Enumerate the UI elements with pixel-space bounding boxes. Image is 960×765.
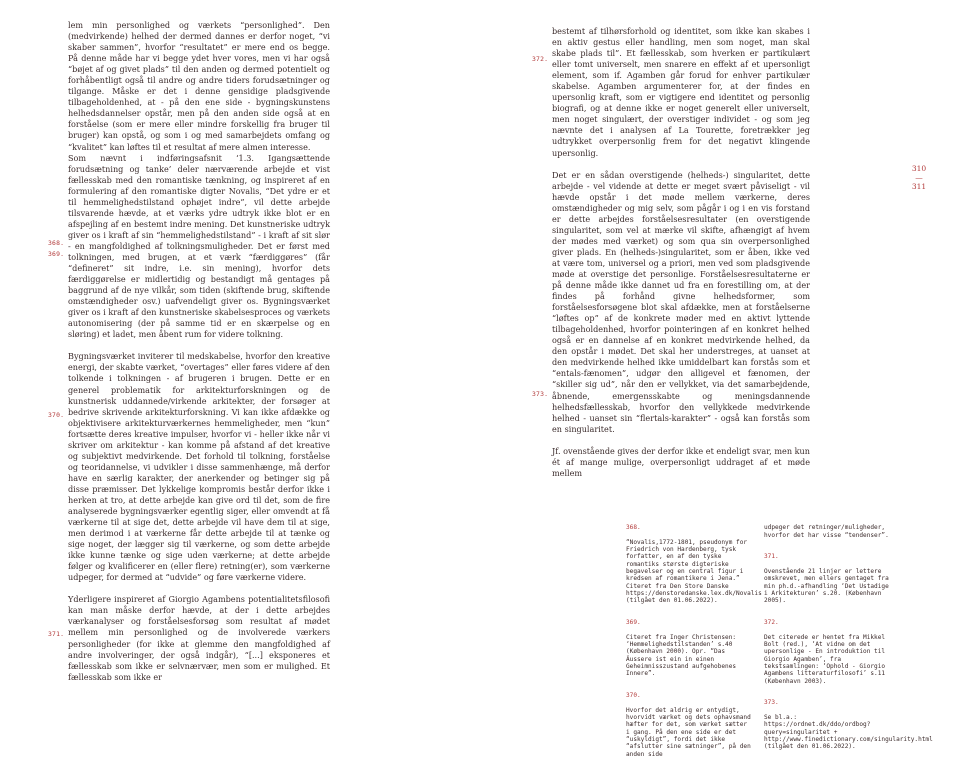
page-number-left: 310: [911, 164, 927, 173]
body-paragraph: Det er en sådan overstigende (helheds-) singularitet, dette arbejde - vel vidende at dette er meget svært påviseligt - vil hævde opstår i det møde mellem værkerne, deres omstændigheder og mig selv, som pågår i og i en vis forstand er dette arbejdes forståelsesresultater (en overstigende singularitet, som vel at mærke vil skifte, afhængigt af hvem der mødes med værket) og som qua sin overpersonlighed giver plads. En (helheds-)singularitet, som er åben, ikke ved at være tom, universel og a priori, men ved som pladsgivende møde at overstige det personlige. Forståelsesresultaterne er på denne måde ikke dannet ud fra en forestilling om, at der findes på forhånd givne helhedsformer, som forståelsesforsøgene blot skal afdække, men at forståelserne “løftes op” af de konkrete møder med en aktivt lyttende tilbageholdenhed, hvorfor pointeringen af en konkret helhed også er en dannelse af en konkret medvirkende helhed, da den opstår i mødet. Det skal her understreges, at uanset at den medvirkende helhed ikke umiddelbart kan forstås som et “entals-fænomen”, udgør den alligevel et fænomen, der “skiller sig ud”, når den er vellykket, via det samarbejdende, åbnende, emergensskabte og meningsdannende helhedsfællesskab, hvorfor den vellykkede medvirkende helhed - uanset sin “flertals-karakter” - også kan forstås som en singularitet.: [552, 169, 810, 434]
footnote: [764, 692, 933, 751]
footnote-marker: 368.: [48, 239, 65, 247]
footnote-number: 373.: [764, 699, 779, 707]
footnote: [626, 517, 762, 605]
footnote-text: udpeger det retninger/muligheder, hvorfor det har visse “tendenser”.: [764, 524, 889, 539]
page-number-right: 311: [911, 182, 927, 191]
left-text-column: [68, 20, 330, 683]
page-number-divider: —: [915, 173, 923, 182]
footnotes-right: [764, 517, 933, 758]
body-paragraph: bestemt af tilhørsforhold og identitet, som ikke kan skabes i en aktiv gestus eller handling, men som noget, man skal skabe plads til”. Et fællesskab, som hverken er partikulært eller tomt universelt, men snarere en effekt af et upersonligt element, som if. Agamben går forud for enhver partikulær skabelse. Agamben argumenterer for, at der findes en upersonlig kraft, som er vigtigere end identitet og personlig biografi, og at denne ikke er noget generelt eller universelt, men noget singulært, der overstiger individet - og som jeg nævnte det i analysen af La Tourette, foretrækker jeg udtrykket overpersonlig frem for det negativt klingende upersonlig.: [552, 26, 810, 158]
footnote-number: 369.: [626, 619, 641, 627]
body-paragraph: Jf. ovenstående gives der derfor ikke et endeligt svar, men kun ét af mange mulige, overpersonligt uddraget af et møde mellem: [552, 445, 810, 478]
footnote-marker: 371.: [48, 630, 65, 638]
footnote-text: Hvorfor det aldrig er entydigt, hvorvidt værket og dets ophavsmand hæfter for det, som værket sætter i gang. På den ene side er det “uskyldigt”, fordi det ikke “afslutter sine sætninger”, på den anden side: [626, 706, 751, 758]
body-paragraph: Yderligere inspireret af Giorgio Agambens potentialitetsfilosofi kan man måske derfor hævde, at der i dette arbejdes værkanalyser og forståelsesforsøg som resultat af mødet mellem min personlighed og de involverede værkers personligheder (for ikke at glemme den mangfoldighed af andre involveringer, der også indgår), “[...] eksponeres et fællesskab som ikke er selvnærvær, men som er mulighed. Et fællesskab som ikke er: [68, 594, 330, 682]
footnote-text: Det citerede er hentet fra Mikkel Bolt (red.), ‘At vidne om det upersonlige - En introduktion til Giorgio Agamben’, fra tekstsamlingen: ‘Ophold - Giorgio Agambens litteraturfilosofi’ s.11 (København 2003).: [764, 633, 886, 685]
footnote-text: Ovenstående 21 linjer er lettere omskrevet, men ellers gentaget fra min ph.d.-afhandling ‘Det Ustadige i Arkitekturen’ s.20. (København 2005).: [764, 568, 889, 605]
footnote: [626, 612, 752, 678]
page-numbers: [906, 164, 932, 191]
footnote-text: Se bl.a.: https://ordnet.dk/ddo/ordbog?query=singularitet + http://www.finedictionary.com/singularity.html (tilgået den 01.06.2022).: [764, 714, 933, 751]
footnote-number: 370.: [626, 692, 641, 700]
body-paragraph: lem min personlighed og værkets “personlighed”. Den (medvirkende) helhed der dermed dannes er derfor noget, “vi skaber sammen”, hvorfor “resultatet” er mere end os begge. På denne måde har vi begge ydet hver vores, men vi har også “bøjet af og givet plads” til den anden og dermed potentielt og forhåbentligt også til andre og andre tiders forudsætninger og tilgange. Måske er det i denne gensidige pladsgivende tilbageholdenhed, at - på den ene side - bygningskunstens helhedsdannelser opstår, men på den anden side også at en forståelse (som er mere eller mindre forskellig fra bruger til bruger) kan opstå, og som i og med samarbejdets omfang og “kvalitet” kan løftes til et resultat af mere almen interesse.: [68, 20, 330, 152]
footnote-text: Citeret fra Inger Christensen: ‘Hemmelighedstilstanden’ s.40 (København 2000). Opr. “Das Äussere ist ein in einen Geheimnisszustand aufgehobenes Innere”.: [626, 633, 737, 678]
right-text-column: [552, 26, 810, 479]
footnotes-left: [626, 517, 762, 765]
footnote: [764, 612, 892, 685]
footnote-marker: 370.: [48, 411, 65, 419]
body-paragraph: Bygningsværket inviterer til medskabelse, hvorfor den kreative energi, der skabte værket, “overtages” eller føres videre af den tolkende i tolkningen - af brugeren i brugen. Dette er en generel problematik for arkitekturforskningen og de kunstnerisk uddannede/virkende arkitekter, der forsøger at bedrive skrivende arkitekturforskning. Vi kan ikke afdække og objektivisere arkitekturværkernes hemmeligheder, men “kun” fortsætte deres kreative impulser, hvorfor vi - heller ikke når vi skriver om arkitektur - kan komme på afstand af det kreative og subjektivt medvirkende. Det forhold til tolkning, forståelse og teoridannelse, vi udvikler i disse sammenhænge, må derfor have en særlig karakter, der anerkender og betinger sig på disse præmisser. Det lykkelige kompromis består derfor ikke i herken at tro, at dette arbejde kan give ord til det, som de fire analyserede bygningsværker egentlig siger, eller omvendt at få værkerne til at sige det, dette arbejde vil have dem til at sige, men derimod i at værkerne får dette arbejde til at tænke og sige noget, der lægger sig til værkerne, og som dette arbejde ikke kunne tænke og sige uden værkerne; at dette arbejde følger og kvalificerer en (eller flere) retning(er), som værkerne udpeger, for dermed at “udvide” og føre værkerne videre.: [68, 351, 330, 583]
footnote-text: “Novalis,1772-1801, pseudonym for Friedrich von Hardenberg, tysk forfatter, en af den tyske romantiks største digteriske begavelser og en central figur i kredsen af romantikere i Jena.” Citeret fra Den Store Danske https://denstoredanske.lex.dk/Novalis (tilgået den 01.06.2022).: [626, 538, 762, 605]
footnote-number: 372.: [764, 619, 779, 627]
body-paragraph: Som nævnt i indføringsafsnit ‘1.3. Igangsættende forudsætning og tanke’ deler nærværende arbejde et vist fællesskab med den romantiske tænkning, og inspireret af en formulering af den romantiske digter Novalis, “Det ydre er et til hemmelighedstilstand ophøjet indre”, vil dette arbejde tilsvarende hævde, at et værks ydre udtryk ikke blot er en afspejling af en bestemt indre mening. Det kunstneriske udtryk giver os i kraft af sin “hemmelighedstilstand” - i kraft af sit slør - en mangfoldighed af tolkningsmuligheder. Det er først med tolkningen, med brugen, at et værk “færdiggøres” (får “defineret” sit indre, i.e. sin mening), hvorfor dets færdiggørelse er midlertidig og bestandigt må gentages på baggrund af de nye vilkår, som tiden (skiftende brug, skiftende omstændigheder osv.) uafvendeligt giver os. Bygningsværket giver os i kraft af den kunstneriske skabelsesproces og værkets autonomisering (der på samme tid er en skærpelse og en sløring) et ladet, men åbent rum for videre tolkning.: [68, 152, 330, 340]
footnote-marker: 369.: [48, 250, 65, 258]
footnote-number: 371.: [764, 553, 779, 561]
footnote-marker: 373.: [532, 390, 549, 398]
footnote-number: 368.: [626, 524, 641, 532]
footnote: [764, 546, 892, 604]
footnote-continued: [764, 517, 892, 539]
footnote-marker: 372.: [532, 55, 549, 63]
footnote: [626, 685, 752, 758]
